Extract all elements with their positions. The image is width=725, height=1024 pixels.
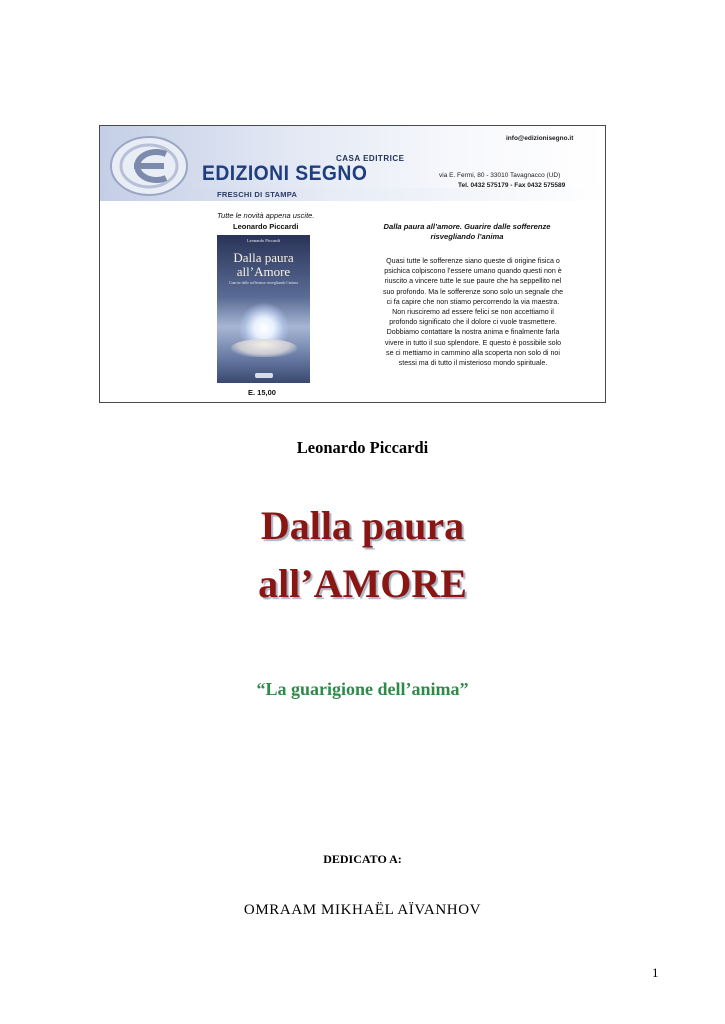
flyer-tagline: Tutte le novità appena uscite. xyxy=(217,211,315,220)
publisher-email: info@edizionisegno.it xyxy=(506,135,574,142)
flyer-body-line: suo profondo. Ma le sofferenze sono solo un segnale che xyxy=(382,287,564,296)
cover-publisher-mark xyxy=(255,373,273,378)
flyer-body-line: se ci mettiamo in cammino alla scoperta non solo di noi xyxy=(386,348,560,357)
flyer-body-line: ci fa capire che non stiamo percorrendo la via maestra. xyxy=(386,297,560,306)
book-subtitle: “La guarigione dell’anima” xyxy=(256,679,469,699)
flyer-section-label: FRESCHI DI STAMPA xyxy=(217,190,298,199)
cover-title xyxy=(217,251,310,279)
flyer-body-line: Dobbiamo contattare la nostra anima e finalmente farla xyxy=(386,328,560,337)
flyer-author: Leonardo Piccardi xyxy=(233,222,299,231)
book-title-line1: Dalla paura xyxy=(260,503,465,548)
book-title-line2: all’AMORE xyxy=(258,561,467,606)
book-cover xyxy=(217,235,310,383)
publisher-address: via E. Fermi, 80 - 33010 Tavagnacco (UD) xyxy=(439,172,561,179)
book-author: Leonardo Piccardi xyxy=(296,438,429,457)
flyer-headline xyxy=(346,222,588,242)
cover-title-line2: all’Amore xyxy=(236,264,291,279)
publisher-phone: Tel. 0432 575179 - Fax 0432 575589 xyxy=(458,182,566,189)
flyer-body-line: vivere in tutto il suo splendore. E questo è possibile solo xyxy=(384,338,562,347)
cover-title-line1: Dalla paura xyxy=(233,250,294,265)
flyer-headline-line2: risvegliando l’anima xyxy=(430,232,504,241)
book-flyer-banner xyxy=(99,125,606,403)
flyer-headline-line1: Dalla paura all’amore. Guarire dalle sofferenze xyxy=(383,222,551,231)
publisher-label: CASA EDITRICE xyxy=(336,154,405,163)
cover-author: Leonardo Piccardi xyxy=(246,238,281,243)
edizioni-segno-logo-icon xyxy=(108,134,190,198)
flyer-body-line: stessi ma di tutto il misterioso mondo spirituale. xyxy=(398,359,548,368)
publisher-name: EDIZIONI SEGNO xyxy=(202,162,368,185)
flyer-body-line: profondo significato che il dolore ci vuole trasmettere. xyxy=(389,318,557,327)
flyer-description xyxy=(346,256,600,368)
dedication-label: DEDICATO A: xyxy=(323,852,402,866)
cover-hands-illustration xyxy=(231,339,297,357)
cover-subtitle: Guarire dalle sofferenze risvegliando l’anima xyxy=(229,281,298,285)
flyer-body-line: Quasi tutte le sofferenze siano queste di origine fisica o xyxy=(386,257,560,265)
flyer-body-line: Non riusciremo ad essere felici se non accettiamo il xyxy=(392,308,554,317)
book-price: E. 15,00 xyxy=(248,388,276,397)
flyer-body-line: psichica colpiscono l’essere umano quando questi non è xyxy=(384,267,562,276)
page-number: 1 xyxy=(652,965,659,980)
flyer-body-line: riuscito a vincere tutte le sue paure che ha seppellito nel xyxy=(384,277,562,286)
dedicatee-name: OMRAAM MIKHAËL AÏVANHOV xyxy=(243,902,482,918)
